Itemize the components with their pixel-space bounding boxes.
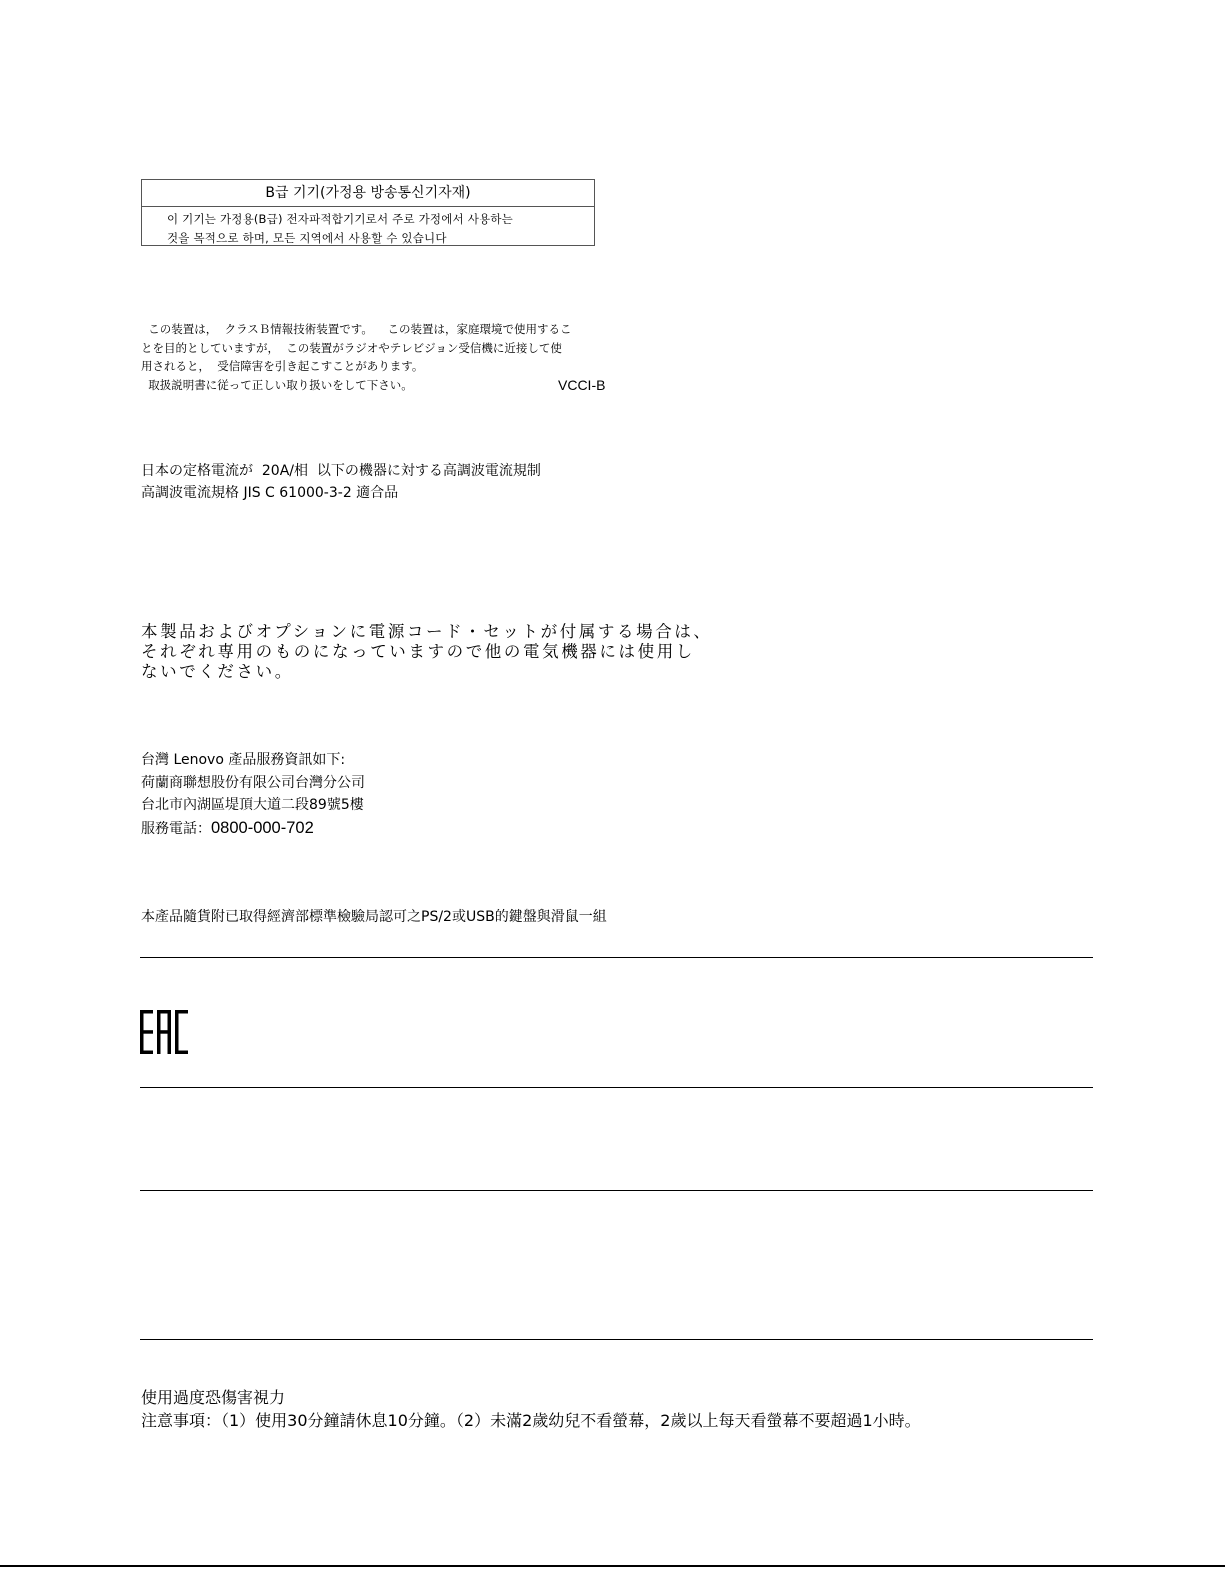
power-cord-line: それぞれ専用のものになっていますので他の電気機器には使用し [141, 642, 695, 661]
eac-mark-icon [140, 1010, 188, 1054]
taiwan-service-line: 荷蘭商聯想股份有限公司台灣分公司 [141, 774, 365, 791]
jis-harmonic-statement [141, 460, 541, 504]
taiwan-service-phone [141, 817, 365, 841]
divider [140, 957, 1093, 958]
keyboard-mouse-notice: 本產品隨貨附已取得經濟部標準檢驗局認可之PS/2或USB的鍵盤與滑鼠一組 [141, 909, 607, 925]
vcci-statement [141, 320, 616, 394]
vcci-line: この装置は， クラスＢ情報技術装置です。 この装置は，家庭環境で使用するこ [141, 322, 572, 336]
korea-kc-line: 이 기기는 가정용(B급) 전자파적합기기로서 주로 가정에서 사용하는 [167, 212, 513, 226]
divider [140, 1190, 1093, 1191]
phone-label: 服務電話： [141, 820, 211, 837]
phone-number: 0800-000-702 [211, 818, 314, 837]
jis-line: 高調波電流規格 JIS C 61000-3-2 適合品 [141, 485, 399, 501]
korea-kc-body [142, 207, 594, 248]
vcci-line: 用されると， 受信障害を引き起こすことがあります。 [141, 359, 424, 373]
vcci-last-line [141, 376, 616, 395]
taiwan-service-info [141, 749, 365, 840]
vision-warning-title: 使用過度恐傷害視力 [141, 1388, 286, 1407]
vcci-line: とを目的としていますが， この装置がラジオやテレビジョン受信機に近接して使 [141, 340, 562, 355]
vision-warning [141, 1386, 921, 1432]
power-cord-line: 本製品およびオプションに電源コード・セットが付属する場合は、 [141, 622, 713, 641]
taiwan-service-line: 台北市內湖區堤頂大道二段89號5樓 [141, 797, 364, 813]
vision-warning-note: 注意事項：（1）使用30分鐘請休息10分鐘。（2）未滿2歲幼兒不看螢幕，2歲以上每天看螢幕不要超過1小時。 [141, 1411, 921, 1430]
korea-kc-title: B급 기기(가정용 방송통신기자재) [142, 180, 594, 207]
divider [140, 1087, 1093, 1088]
korea-kc-line: 것을 목적으로 하며, 모든 지역에서 사용할 수 있습니다 [167, 231, 447, 245]
divider [140, 1339, 1093, 1340]
vcci-mark: VCCI-B [558, 376, 606, 393]
jis-line: 日本の定格電流が 20A/相 以下の機器に対する高調波電流規制 [141, 463, 541, 479]
vcci-line: 取扱説明書に従って正しい取り扱いをして下さい。 [141, 377, 413, 392]
korea-kc-box [141, 179, 595, 246]
page-bottom-border [0, 1565, 1225, 1567]
taiwan-service-line: 台灣 Lenovo 產品服務資訊如下: [141, 752, 346, 768]
power-cord-line: ないでください。 [141, 662, 294, 681]
power-cord-notice [141, 622, 713, 682]
